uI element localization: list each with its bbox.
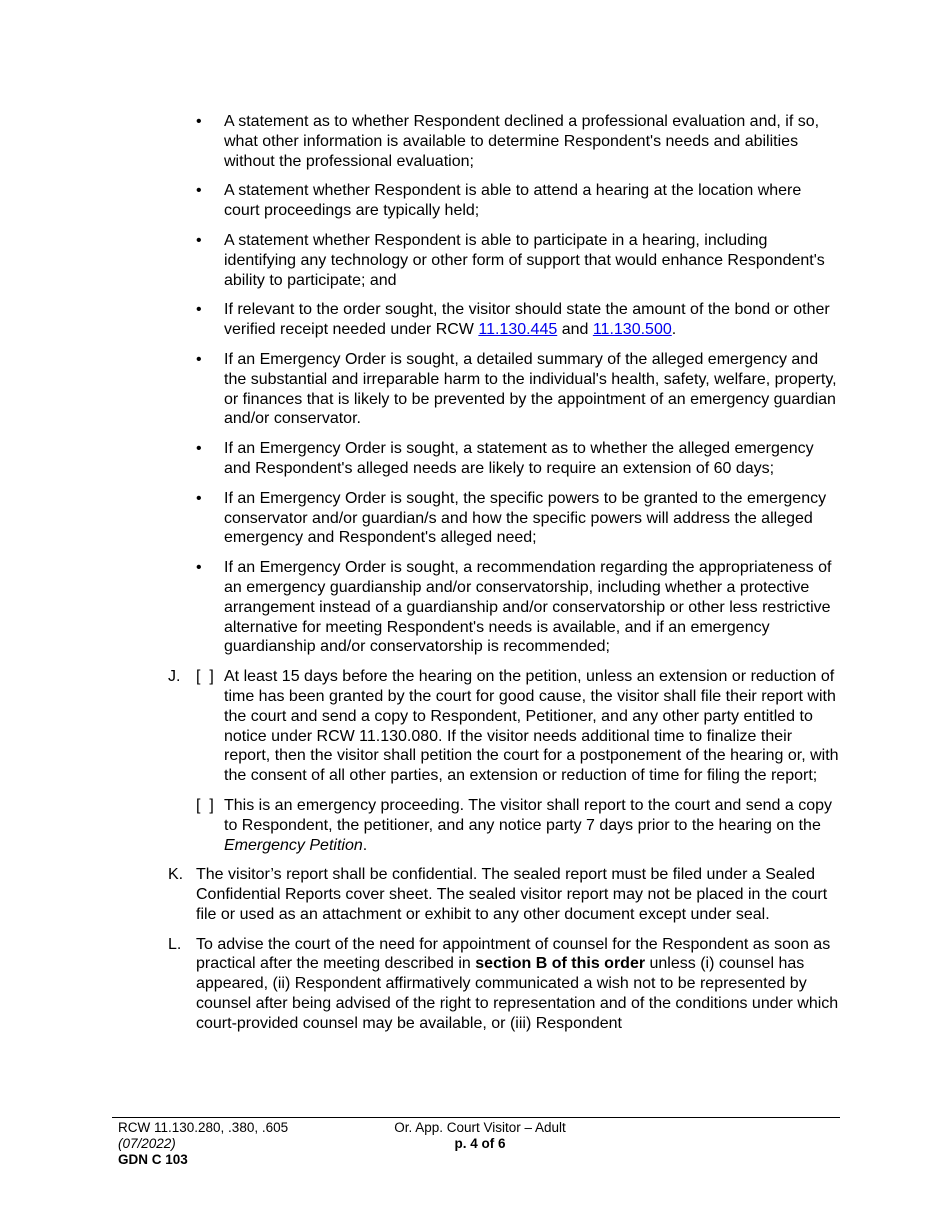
bullet-icon [196,489,210,509]
section-letter: L. [168,935,182,953]
section-j-option-emergency [196,796,840,855]
footer-page-number: p. 4 of 6 [454,1136,506,1151]
checkbox[interactable]: [ ] [196,796,214,814]
bullet-text: If an Emergency Order is sought, a recommendation regarding the appropriateness of an emergency guardianship and/or conservatorship, including whether a protective arrangement instead of a guardianship and/or conservatorship or other less restrictive alternative for meeting Respondent's needs is available, and if an emergency guardianship and/or conservatorship is recommended; [224,559,832,656]
checkbox[interactable]: [ ] [196,668,214,686]
document-body [168,112,840,1044]
bullet-text [224,301,830,338]
section-letter: K. [168,866,184,884]
bullet-icon [196,181,210,201]
emergency-text-before: This is an emergency proceeding. The visitor shall report to the court and send a copy to Respondent, the petitioner, and any notice party 7 days prior to the hearing on the [224,796,833,834]
footer-left [118,1120,378,1168]
bullet-item-attend-hearing [168,181,840,221]
bullet-text: A statement whether Respondent is able to participate in a hearing, including identifying any technology or other form of support that would enhance Respondent's ability to participate; and [224,231,825,289]
section-b-reference: section B of this order [475,955,646,973]
rcw-11-130-445-link[interactable]: 11.130.445 [478,321,558,339]
bullet-text: If an Emergency Order is sought, the specific powers to be granted to the emergency conservator and/or guardian/s and how the specific powers will address the alleged emergency and Respondent's alleged need; [224,489,827,547]
bullet-icon [196,558,210,578]
section-k-text: The visitor’s report shall be confidential. The sealed report must be filed under a Sealed Confidential Reports cover sheet. The sealed visitor report may not be placed in the court file or used as an attachment or exhibit to any other document except under seal. [196,866,828,923]
section-j-text-1: At least 15 days before the hearing on the petition, unless an extension or reduction of time has been granted by the court for good cause, the visitor shall file their report with the court and send a copy to Respondent, Petitioner, and any other party entitled to notice under RCW 11.130.080. If the visitor needs additional time to finalize their report, then the visitor shall petition the court for a postponement of the hearing or, with the consent of all other parties, an extension or reduction of time for filing the report; [224,668,839,785]
bullet-item-emergency-powers [168,489,840,548]
section-j [168,667,840,855]
bullet-text: If an Emergency Order is sought, a statement as to whether the alleged emergency and Respondent's alleged needs are likely to require an extension of 60 days; [224,440,814,477]
footer-date: (07/2022) [118,1136,176,1151]
section-k [168,865,840,924]
section-l-text [196,936,838,1032]
bond-text-before: If relevant to the order sought, the visitor should state the amount of the bond or other verified receipt needed under RCW [224,301,830,339]
page-footer [112,1117,840,1167]
bullet-item-participate-hearing [168,231,840,290]
emergency-petition-italic: Emergency Petition [224,836,363,854]
section-l-text-before: To advise the court of the need for appointment of counsel for the Respondent as soon as practical after the meeting described in [196,935,831,973]
section-j-option-standard [196,667,840,786]
bullet-text: A statement whether Respondent is able to attend a hearing at the location where court proceedings are typically held; [224,182,802,220]
footer-form-id: GDN C 103 [118,1152,188,1167]
bullet-item-emergency-extension [168,439,840,479]
section-l-text-after: unless (i) counsel has appeared, (ii) Respondent affirmatively communicated a wish not to be represented by counsel after being advised of the right to representation and of the conditions under which court-provided counsel may be available, or (iii) Respondent [196,955,839,1032]
emergency-text-after: . [362,836,368,854]
section-j-text-2 [224,797,832,854]
footer-center [386,1120,574,1152]
bullet-item-emergency-recommendation [168,558,840,657]
bullet-icon [196,300,210,320]
bullet-item-declined-evaluation [168,112,840,171]
footer-form-title: Or. App. Court Visitor – Adult [394,1120,566,1135]
bullet-item-emergency-summary [168,350,840,429]
bullet-icon [196,439,210,459]
bullet-icon [196,350,210,370]
bullet-text: A statement as to whether Respondent declined a professional evaluation and, if so, what other information is available to determine Respondent's needs and abilities without the professional evaluation; [224,113,820,170]
section-letter: J. [168,668,181,686]
footer-rcw: RCW 11.130.280, .380, .605 [118,1120,289,1135]
bullet-text: If an Emergency Order is sought, a detailed summary of the alleged emergency and the substantial and irreparable harm to the individual's health, safety, welfare, property, or finances that is likely to be prevented by the appointment of an emergency guardian and/or conservator. [224,350,837,428]
bond-text-middle: and [557,321,593,339]
bullet-icon [196,231,210,251]
section-l [168,935,840,1034]
bullet-item-bond-amount [168,300,840,340]
rcw-11-130-500-link[interactable]: 11.130.500 [592,321,672,339]
bullet-icon [196,112,210,132]
bond-text-after: . [671,321,677,339]
